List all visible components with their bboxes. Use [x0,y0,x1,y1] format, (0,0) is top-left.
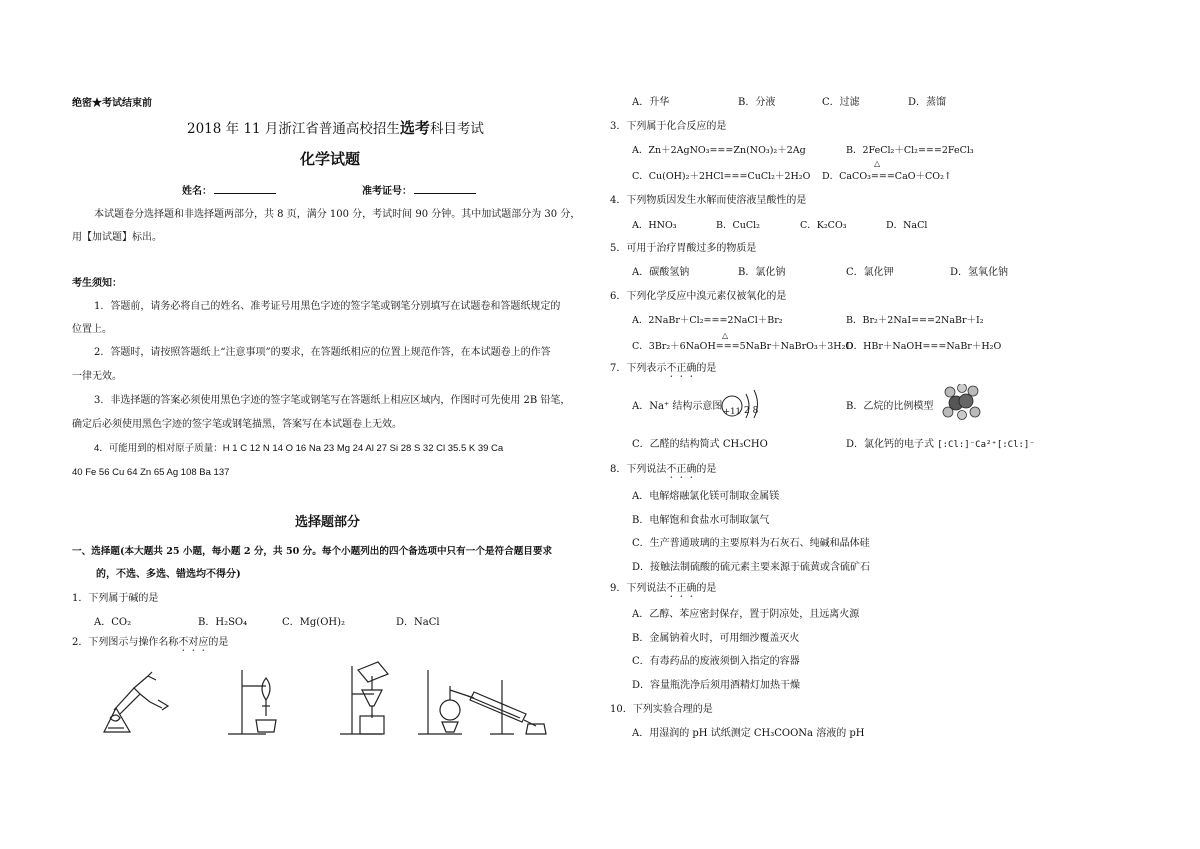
exam-title [187,121,484,136]
q10-stem: 10．下列实验合理的是 [610,704,713,715]
q2-stem-pre: 2．下列图示与操作名称 [72,637,179,648]
name-blank[interactable] [214,184,276,194]
q7-option-a: A．Na⁺ 结构示意图 [632,401,723,412]
sublimation-apparatus-icon [104,672,168,732]
id-blank[interactable] [414,184,476,194]
id-label: 准考证号： [362,186,412,197]
q2-stem [72,636,228,654]
id-field [362,184,476,199]
q5-option-d: D．氢氧化钠 [950,267,1009,278]
q8-stem [610,463,716,481]
q5-option-b: B．氯化钠 [738,267,786,278]
intro-line-1: 本试题卷分选择题和非选择题两部分，共 8 页，满分 100 分，考试时间 90 分钟。其中加试题部分为 30 分， [94,209,581,220]
q6-option-a: A．2NaBr＋Cl₂===2NaCl＋Br₂ [632,315,783,326]
q8-stem-emph: 不正确 [666,464,697,475]
section-instruction-2: 的，不选、多选、错选均不得分) [96,569,241,580]
notice-line: 2．答题时，请按照答题纸上“注意事项”的要求，在答题纸相应的位置上规范作答，在本试题卷上的作答 [94,347,551,358]
q4-option-c: C．K₂CO₃ [800,220,847,231]
q8-option-a: A．电解熔融氯化镁可制取金属镁 [632,491,780,502]
exam-title-pre: 2018 年 11 月浙江省普通高校招生 [187,121,400,137]
q7-option-d-label: D．氯化钙的电子式 [846,439,935,450]
q9-stem-pre: 9．下列说法 [610,583,667,594]
q3-option-d: D．CaCO₃===CaO＋CO₂↑ [822,171,952,182]
calcium-chloride-formula: [:Cl:]⁻Ca²⁺[:Cl:]⁻ [937,440,1035,450]
q5-option-a: A．碳酸氢钠 [632,267,690,278]
q9-option-b: B．金属钠着火时，可用细沙覆盖灭火 [632,633,800,644]
heat-symbol: △ [722,331,729,340]
q3-option-b: B．2FeCl₂＋Cl₂===2FeCl₃ [846,145,974,156]
q7-stem-pre: 7．下列表示 [610,363,667,374]
ion-nucleus-label: +11 [723,407,741,417]
q8-stem-pre: 8．下列说法 [610,464,667,475]
ethane-model-icon [942,384,982,420]
q6-option-c: C．3Br₂＋6NaOH===5NaBr＋NaBrO₃＋3H₂O [632,341,854,352]
q6-option-b: B．Br₂＋2NaI===2NaBr＋I₂ [846,315,984,326]
q2-option-d: D．蒸馏 [908,97,947,108]
subject-title: 化学试题 [300,150,361,168]
notice-line: 一律无效。 [72,371,122,382]
name-field [182,184,276,199]
q2-option-b: B．分液 [738,97,776,108]
q7-stem [610,362,716,380]
section-instruction-1: 一、选择题(本大题共 25 小题，每小题 2 分，共 50 分。每个小题列出的四个备选项中只有一个是符合题目要求 [72,546,553,557]
notice-line: 4．可能用到的相对原子质量：H 1 C 12 N 14 O 16 Na 23 Mg 24 Al 27 Si 28 S 32 Cl 35.5 K 39 Ca [94,443,504,454]
notice-line: 位置上。 [72,324,112,335]
q2-stem-post: 的是 [208,637,229,648]
q4-option-b: B．CuCl₂ [716,220,760,231]
q8-option-b: B．电解饱和食盐水可制取氯气 [632,515,770,526]
q8-option-d: D．接触法制硫酸的硫元素主要来源于硫黄或含硫矿石 [632,562,871,573]
name-label: 姓名： [182,186,212,197]
q9-option-d: D．容量瓶洗净后须用酒精灯加热干燥 [632,680,801,691]
q1-stem: 1．下列属于碱的是 [72,593,159,604]
q6-stem: 6．下列化学反应中溴元素仅被氧化的是 [610,291,787,302]
distillation-apparatus-icon [418,670,546,734]
ion-shell-label: 2 8 [744,406,759,416]
exam-title-post: 科目考试 [429,121,484,137]
q8-stem-post: 的是 [696,464,717,475]
notice-heading: 考生须知： [72,278,122,289]
q7-option-b: B．乙烷的比例模型 [846,401,934,412]
q1-option-a: A．CO₂ [94,617,132,628]
q1-option-b: B．H₂SO₄ [198,617,248,628]
exam-title-bold: 选考 [399,119,430,137]
q8-option-c: C．生产普通玻璃的主要原料为石灰石、纯碱和晶体硅 [632,538,870,549]
intro-line-2: 用【加试题】标出。 [72,232,162,243]
secret-label: 绝密★考试结束前 [72,98,152,109]
q10-option-a: A．用湿润的 pH 试纸测定 CH₃COONa 溶液的 pH [632,728,865,739]
q5-stem: 5．可用于治疗胃酸过多的物质是 [610,243,757,254]
separatory-funnel-icon [228,670,276,734]
q2-option-a: A．升华 [632,97,670,108]
q4-option-a: A．HNO₃ [632,220,677,231]
q1-option-d: D．NaCl [396,617,440,628]
notice-line: 确定后必须使用黑色字迹的签字笔或钢笔描黑，答案写在本试题卷上无效。 [72,419,402,430]
notice-line: 40 Fe 56 Cu 64 Zn 65 Ag 108 Ba 137 [72,467,230,478]
notice-line: 1．答题前，请务必将自己的姓名、准考证号用黑色字迹的签字笔或钢笔分别填写在试题卷和答题纸规定的 [94,301,561,312]
q2-option-c: C．过滤 [822,97,860,108]
q2-apparatus-figures [90,660,560,740]
q3-option-a: A．Zn＋2AgNO₃===Zn(NO₃)₂＋2Ag [632,145,806,156]
q9-stem-emph: 不正确 [666,583,697,594]
q9-stem-post: 的是 [696,583,717,594]
q5-option-c: C．氯化钾 [846,267,894,278]
q9-option-c: C．有毒药品的废液须倒入指定的容器 [632,656,800,667]
q7-option-c: C．乙醛的结构简式 CH₃CHO [632,439,768,450]
q7-stem-emph: 不正确 [666,363,697,374]
q7-stem-post: 的是 [696,363,717,374]
notice-line: 3．非选择题的答案必须使用黑色字迹的签字笔或钢笔写在答题纸上相应区域内，作图时可先使用 2B 铅笔， [94,395,571,406]
q4-option-d: D．NaCl [886,220,928,231]
q3-stem: 3．下列属于化合反应的是 [610,121,727,132]
filtration-apparatus-icon [340,662,388,734]
q4-stem: 4．下列物质因发生水解而使溶液呈酸性的是 [610,195,807,206]
q9-option-a: A．乙醇、苯应密封保存，置于阴凉处，且远离火源 [632,609,860,620]
q9-stem [610,582,716,600]
heat-symbol: △ [874,159,881,168]
q2-stem-emph: 不对应 [178,637,209,648]
q1-option-c: C．Mg(OH)₂ [282,617,346,628]
q7-option-d [846,438,1035,452]
q6-option-d: D．HBr＋NaOH===NaBr＋H₂O [846,341,1002,352]
q3-option-c: C．Cu(OH)₂＋2HCl===CuCl₂＋2H₂O [632,171,811,182]
section-title: 选择题部分 [295,515,361,530]
